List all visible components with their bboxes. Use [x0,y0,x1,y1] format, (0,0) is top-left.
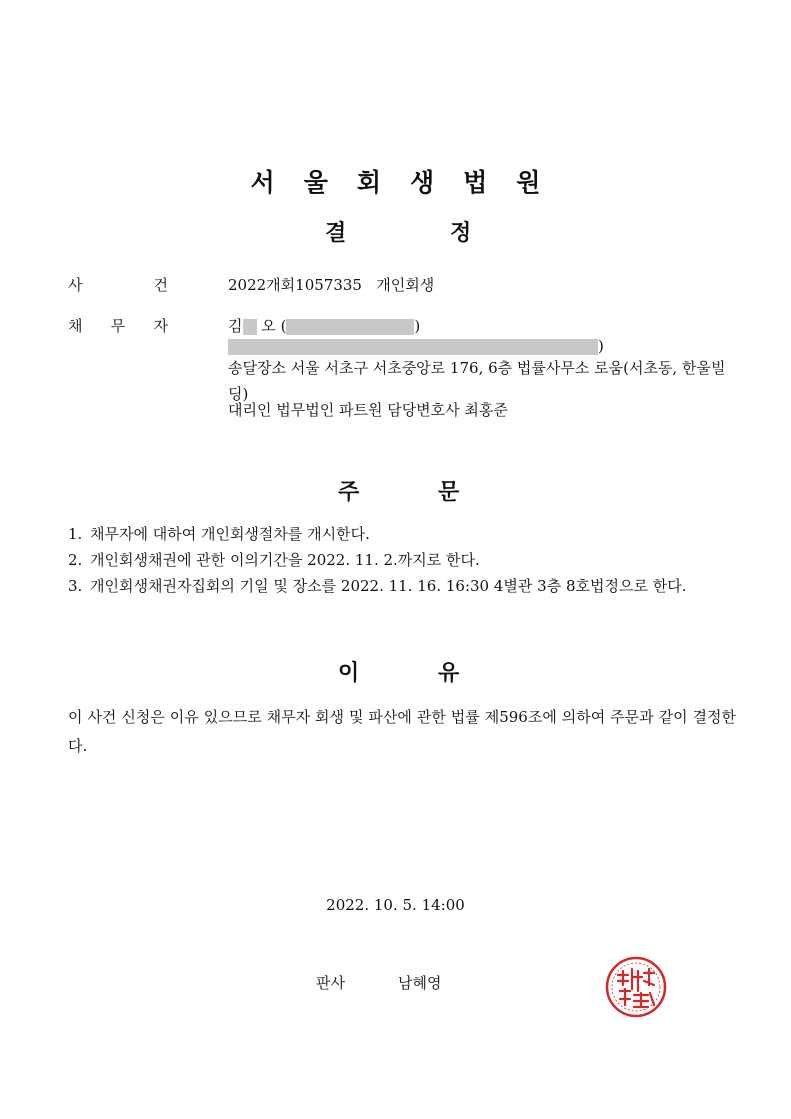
redaction-block [243,319,257,335]
case-type: 개인회생 [376,276,435,294]
order-heading-char-2: 문 [438,480,460,505]
debtor-label-char-1: 채 [68,317,83,335]
redaction-block [286,319,414,335]
debtor-name-last: 오 [261,317,276,335]
order-list [68,521,736,599]
reason-heading-char-2: 유 [438,661,460,686]
paren-close: ) [414,317,421,335]
reason-text: 이 사건 신청은 이유 있으므로 채무자 회생 및 파산에 관한 법률 제596조에 의하여 주문과 같이 결정한다. [68,708,736,755]
paren-open: ( [280,317,287,335]
order-item-2 [68,547,736,573]
debtor-name-line [228,315,420,336]
debtor-address-line [228,337,604,355]
order-item-1 [68,521,736,547]
doc-type-char-2: 정 [450,221,472,246]
debtor-name-first: 김 [228,317,243,335]
case-value [228,274,434,295]
reason-heading-char-1: 이 [338,661,360,686]
order-item-text: 개인회생채권자집회의 기일 및 장소를 2022. 11. 16. 16:30 4별관 3층 8호법정으로 한다. [90,577,687,595]
redaction-block [228,339,598,355]
service-address: 송달장소 서울 서초구 서초중앙로 176, 6층 법률사무소 로움(서초동, 한울빌딩) [228,359,726,403]
judge-name: 남혜영 [398,974,442,992]
order-item-num: 1. [68,525,83,543]
case-number: 2022개회1057335 [228,276,362,294]
judge-title: 판사 [316,974,345,992]
order-item-3 [68,573,736,599]
debtor-label-char-2: 무 [110,317,126,335]
case-label-char-2: 건 [153,276,168,294]
decision-date: 2022. 10. 5. 14:00 [326,896,465,914]
order-item-text: 개인회생채권에 관한 이의기간을 2022. 11. 2.까지로 한다. [90,551,480,569]
doc-type-char-1: 결 [325,221,347,246]
debtor-label [68,315,168,336]
paren-close-2: ) [598,337,604,355]
debtor-label-char-3: 자 [153,317,168,335]
court-name: 서울회생법원 [250,168,570,197]
case-label-char-1: 사 [68,276,83,294]
court-seal-icon [604,955,668,1019]
case-label [68,274,168,295]
order-item-text: 채무자에 대하여 개인회생절차를 개시한다. [90,525,370,543]
order-item-num: 3. [68,577,83,595]
order-item-num: 2. [68,551,83,569]
representative: 대리인 법무법인 파트원 담당변호사 최홍준 [228,401,508,419]
order-heading-char-1: 주 [338,480,360,505]
